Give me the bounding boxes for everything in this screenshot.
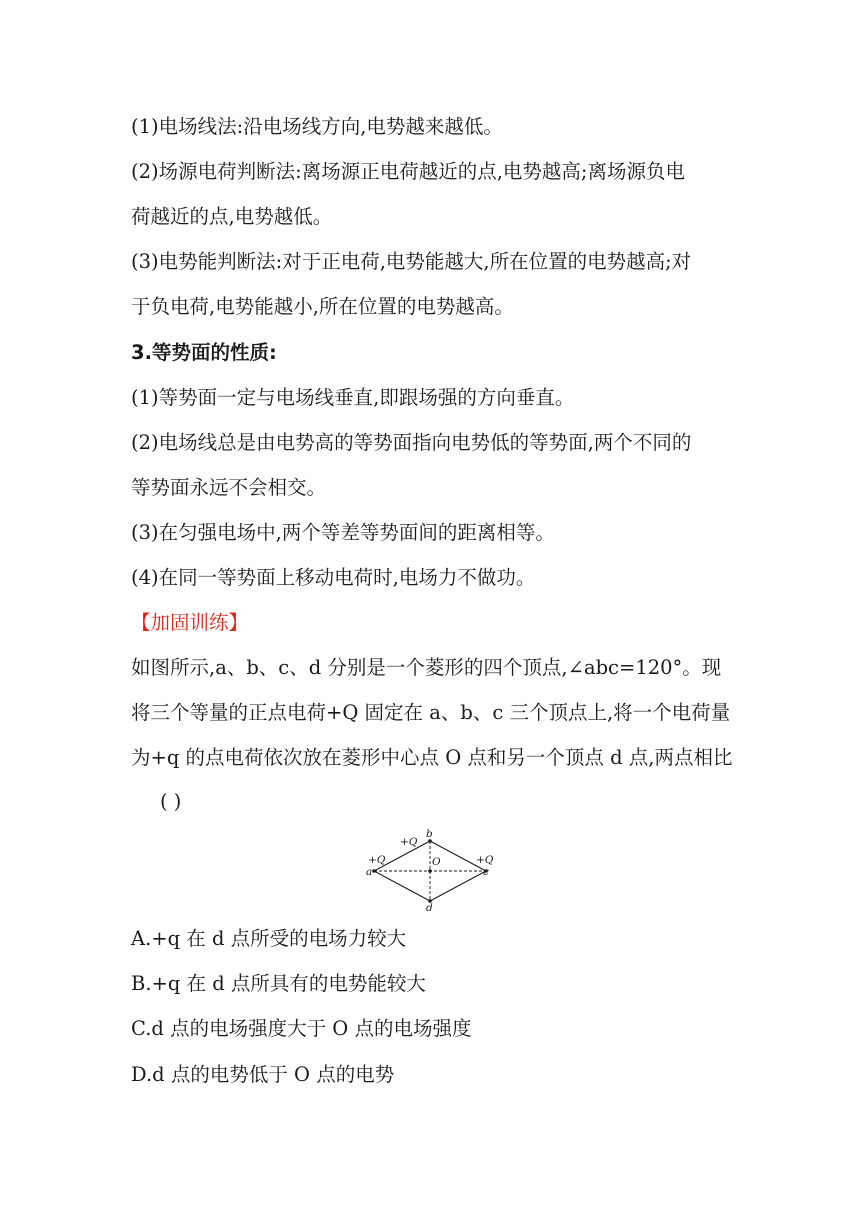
- method-1: (1)电场线法:沿电场线方向,电势越来越低。: [131, 115, 503, 138]
- label-o: O: [432, 856, 441, 868]
- question-line-3: 为+q 的点电荷依次放在菱形中心点 O 点和另一个顶点 d 点,两点相比: [131, 746, 733, 769]
- property-4: (4)在同一等势面上移动电荷时,电场力不做功。: [131, 566, 536, 589]
- exercise-heading: 【加固训练】: [131, 611, 249, 634]
- property-2: (2)电场线总是由电势高的等势面指向电势低的等势面,两个不同的: [131, 431, 692, 454]
- option-a: A.+q 在 d 点所受的电场力较大: [131, 927, 407, 950]
- property-2-cont: 等势面永远不会相交。: [131, 476, 327, 499]
- question-line-2: 将三个等量的正点电荷+Q 固定在 a、b、c 三个顶点上,将一个电荷量: [131, 701, 731, 724]
- option-b: B.+q 在 d 点所具有的电势能较大: [131, 972, 426, 995]
- label-d: d: [426, 902, 433, 911]
- method-3-cont: 于负电荷,电势能越小,所在位置的电势越高。: [131, 295, 514, 318]
- point-a: [372, 869, 376, 873]
- charge-b-label: +Q: [400, 836, 418, 848]
- property-1: (1)等势面一定与电场线垂直,即跟场强的方向垂直。: [131, 386, 575, 409]
- method-3: (3)电势能判断法:对于正电荷,电势能越大,所在位置的电势越高;对: [131, 250, 692, 273]
- label-c: c: [483, 866, 489, 878]
- label-a: a: [366, 866, 373, 878]
- method-2-cont: 荷越近的点,电势越低。: [131, 205, 333, 228]
- option-d: D.d 点的电势低于 O 点的电势: [131, 1063, 395, 1086]
- point-o: [428, 869, 432, 873]
- property-3: (3)在匀强电场中,两个等差等势面间的距离相等。: [131, 521, 555, 544]
- section-heading: 3.等势面的性质:: [131, 341, 277, 364]
- option-c: C.d 点的电场强度大于 O 点的电场强度: [131, 1017, 472, 1040]
- charge-c-label: +Q: [476, 854, 494, 866]
- answer-bracket: ( ): [160, 790, 182, 813]
- charge-a-label: +Q: [368, 854, 386, 866]
- method-2: (2)场源电荷判断法:离场源正电荷越近的点,电势越高;离场源负电: [131, 160, 685, 183]
- rhombus-figure: [366, 829, 496, 911]
- label-b: b: [426, 829, 433, 840]
- question-line-1: 如图所示,a、b、c、d 分别是一个菱形的四个顶点,∠abc=120°。现: [131, 656, 722, 679]
